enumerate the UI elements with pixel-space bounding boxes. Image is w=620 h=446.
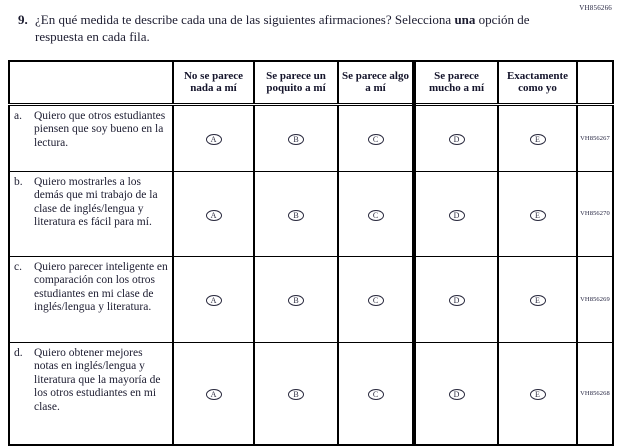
- table-row-a: [9, 104, 613, 171]
- question-bold-word: una: [454, 12, 476, 27]
- answer-bubble[interactable]: E: [530, 389, 546, 400]
- row-letter: b.: [14, 175, 23, 188]
- answer-bubble[interactable]: E: [530, 134, 546, 145]
- answer-bubble[interactable]: B: [288, 210, 304, 221]
- answer-bubble[interactable]: A: [206, 389, 222, 400]
- option-cell[interactable]: [254, 171, 338, 256]
- question-text: [35, 11, 540, 45]
- option-cell[interactable]: [173, 256, 254, 342]
- option-cell[interactable]: [338, 104, 414, 171]
- option-cell[interactable]: [173, 171, 254, 256]
- statement-text: Quiero obtener mejores notas en inglés/lengua y literatura que la mayoría de los otros estudiantes en mi clase.: [34, 346, 161, 413]
- row-accession-code: VH856269: [577, 256, 613, 342]
- statement-cell-d: [9, 342, 173, 445]
- answer-bubble[interactable]: E: [530, 295, 546, 306]
- answer-bubble[interactable]: C: [368, 389, 384, 400]
- table-row-b: [9, 171, 613, 256]
- header-exactamente-como-yo: Exactamente como yo: [498, 61, 577, 104]
- option-cell[interactable]: [414, 104, 498, 171]
- table-row-d: [9, 342, 613, 445]
- answer-bubble[interactable]: E: [530, 210, 546, 221]
- statement-text: Quiero mostrarles a los demás que mi trabajo de la clase de inglés/lengua y literatura es fácil para mí.: [34, 175, 158, 228]
- question-text-segment: ¿En qué medida te describe cada una de las siguientes afirmaciones? Selecciona: [35, 12, 455, 27]
- question-text-segment: opción de respuesta en cada fila.: [35, 12, 530, 44]
- row-letter: a.: [14, 109, 22, 122]
- option-cell[interactable]: [498, 104, 577, 171]
- answer-bubble[interactable]: A: [206, 295, 222, 306]
- question-number: 9.: [18, 12, 28, 27]
- answer-bubble[interactable]: D: [449, 389, 465, 400]
- answer-bubble[interactable]: D: [449, 210, 465, 221]
- table-row-c: [9, 256, 613, 342]
- header-se-parece-mucho: Se parece mucho a mí: [414, 61, 498, 104]
- answer-bubble[interactable]: C: [368, 210, 384, 221]
- statement-text: Quiero parecer inteligente en comparación con los otros estudiantes en mi clase de inglés/lengua y literatura.: [34, 260, 168, 313]
- option-cell[interactable]: [254, 342, 338, 445]
- header-se-parece-un-poquito: Se parece un poquito a mí: [254, 61, 338, 104]
- answer-bubble[interactable]: D: [449, 295, 465, 306]
- header-empty-code: [577, 61, 613, 104]
- option-cell[interactable]: [254, 104, 338, 171]
- row-accession-code: VH856267: [577, 104, 613, 171]
- response-matrix-table: [8, 60, 614, 446]
- statement-cell-a: [9, 104, 173, 171]
- answer-bubble[interactable]: B: [288, 295, 304, 306]
- option-cell[interactable]: [414, 342, 498, 445]
- row-accession-code: VH856268: [577, 342, 613, 445]
- header-no-se-parece-nada: No se parece nada a mí: [173, 61, 254, 104]
- row-letter: d.: [14, 346, 23, 359]
- statement-cell-b: [9, 171, 173, 256]
- option-cell[interactable]: [498, 342, 577, 445]
- answer-bubble[interactable]: A: [206, 210, 222, 221]
- row-letter: c.: [14, 260, 22, 273]
- answer-bubble[interactable]: B: [288, 389, 304, 400]
- row-accession-code: VH856270: [577, 171, 613, 256]
- option-cell[interactable]: [498, 171, 577, 256]
- answer-bubble[interactable]: C: [368, 134, 384, 145]
- answer-bubble[interactable]: A: [206, 134, 222, 145]
- header-se-parece-algo: Se parece algo a mí: [338, 61, 414, 104]
- question-block: [18, 11, 540, 45]
- option-cell[interactable]: [414, 171, 498, 256]
- option-cell[interactable]: [338, 342, 414, 445]
- question-accession-code: VH856266: [579, 4, 612, 12]
- answer-bubble[interactable]: B: [288, 134, 304, 145]
- option-cell[interactable]: [173, 342, 254, 445]
- option-cell[interactable]: [338, 256, 414, 342]
- header-row: [9, 61, 613, 104]
- option-cell[interactable]: [338, 171, 414, 256]
- option-cell[interactable]: [254, 256, 338, 342]
- statement-text: Quiero que otros estudiantes piensen que soy bueno en la lectura.: [34, 109, 166, 149]
- option-cell[interactable]: [498, 256, 577, 342]
- header-empty-statement: [9, 61, 173, 104]
- answer-bubble[interactable]: D: [449, 134, 465, 145]
- statement-cell-c: [9, 256, 173, 342]
- option-cell[interactable]: [173, 104, 254, 171]
- answer-bubble[interactable]: C: [368, 295, 384, 306]
- option-cell[interactable]: [414, 256, 498, 342]
